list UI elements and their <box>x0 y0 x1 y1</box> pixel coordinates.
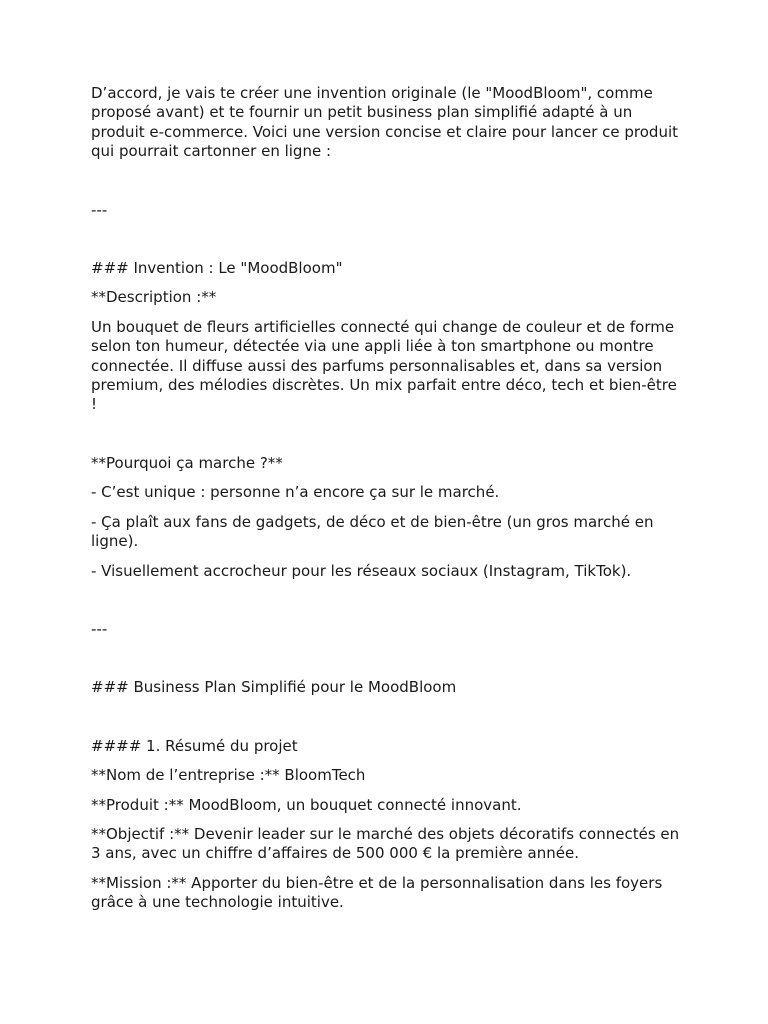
objective-line: **Objectif :** Devenir leader sur le marché des objets décoratifs connectés en 3 ans, avec un chiffre d’affaires de 500 000 € la première année. <box>91 824 680 863</box>
business-plan-heading: ### Business Plan Simplifié pour le MoodBloom <box>91 678 457 697</box>
description-label: **Description :** <box>91 288 217 307</box>
list-item: - Ça plaît aux fans de gadgets, de déco et de bien-être (un gros marché en ligne). <box>91 512 654 551</box>
list-item: - Visuellement accrocheur pour les réseaux sociaux (Instagram, TikTok). <box>91 561 632 580</box>
intro-paragraph: D’accord, je vais te créer une invention originale (le "MoodBloom", comme proposé avant) et te fournir un petit business plan simplifié adapté à un produit e-commerce. Voici une version concise et claire pour lancer ce produit qui pourrait cartonner en ligne : <box>91 84 679 161</box>
description-paragraph: Un bouquet de fleurs artificielles connecté qui change de couleur et de forme selon ton humeur, détectée via une appli liée à ton smartphone ou montre connectée. Il diffuse aussi des parfums personnalisables et, dans sa version premium, des mélodies discrètes. Un mix parfait entre déco, tech et bien-être ! <box>91 317 677 414</box>
mission-line: **Mission :** Apporter du bien-être et de la personnalisation dans les foyers grâce à une technologie intuitive. <box>91 873 663 912</box>
document-body <box>91 84 681 913</box>
separator: --- <box>91 200 108 219</box>
product-line: **Produit :** MoodBloom, un bouquet connecté innovant. <box>91 795 522 814</box>
invention-heading: ### Invention : Le "MoodBloom" <box>91 259 343 278</box>
company-line: **Nom de l’entreprise :** BloomTech <box>91 766 366 785</box>
separator: --- <box>91 619 108 638</box>
list-item: - C’est unique : personne n’a encore ça sur le marché. <box>91 483 500 502</box>
summary-heading: #### 1. Résumé du projet <box>91 736 298 755</box>
why-label: **Pourquoi ça marche ?** <box>91 453 283 472</box>
